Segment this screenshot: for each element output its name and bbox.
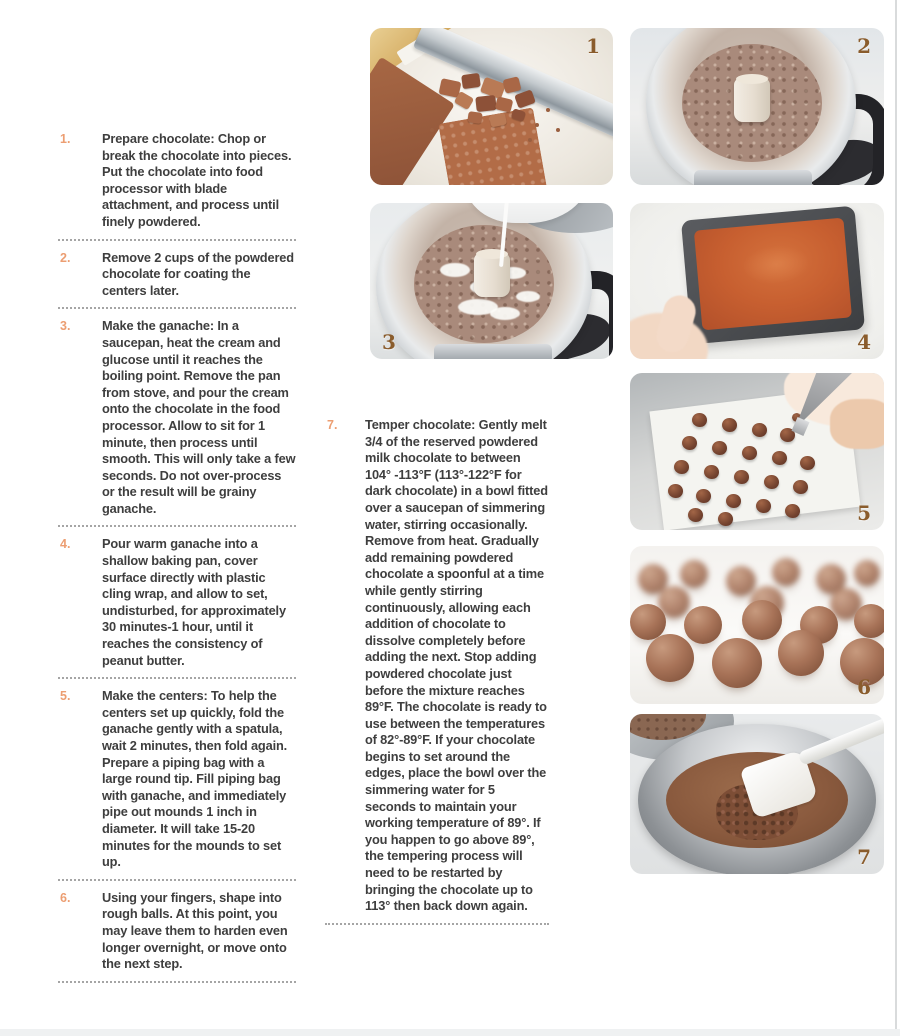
chocolate-ball [684,606,722,644]
photo-pouring-cream [370,203,613,359]
step-5-text: Make the centers: To help the centers set up quickly, fold the ganache gently with a spatula, wait 2 minutes, then fold again. Prepare a piping bag with a large round tip. Fill piping bag with ganache, and immediately pipe out mounds 1 inch in diameter. It will take 15-20 minutes for the mounds to set up. [102,688,288,870]
ganache-mound [756,499,771,513]
step-5 [58,688,296,871]
chocolate-chunk [467,111,482,124]
step-6-number: 6. [60,890,71,905]
photo-rolled-balls [630,546,884,704]
ganache-mound [696,489,711,503]
photo-ganache-pan [630,203,884,359]
processor-stand [434,344,552,359]
steps-column-left [58,131,296,992]
chocolate-crumb [556,128,560,132]
chocolate-ball [778,630,824,676]
photo-number: 5 [857,501,871,525]
photo-powdered-chocolate [630,28,884,185]
chocolate-ball [646,634,694,682]
divider [58,307,296,309]
processor-stand [694,170,812,185]
step-1 [58,131,296,231]
step-7 [325,417,549,915]
step-7-text: Temper chocolate: Gently melt 3/4 of the reserved powdered milk chocolate to between 104° -113°F (113°-122°F for dark chocolate) in a bowl fitted over a saucepan of simmering water, stirring occasionally. Remove from heat. Gradually add remaining powdered chocolate a spoonful at a time while gently stirring continuously, allowing each addition of chocolate to dissolve completely before adding the next. Stop adding powdered chocolate just before the mixture reaches 89°F. The chocolate is ready to use between the temperatures of 82°-89°F. If your chocolate begins to set around the edges, place the bowl over the simmering water for 5 seconds to maintain your working temperature of 89°. If you happen to go above 89°, the tempering process will need to be restarted by bringing the chocolate up to 113° then back down again. [365,417,548,914]
chocolate-crumb [430,128,434,132]
baking-pan [681,206,865,345]
photo-number: 7 [857,845,871,869]
step-5-number: 5. [60,689,71,704]
step-2-number: 2. [60,250,71,265]
chocolate-ball [712,638,762,688]
step-1-number: 1. [60,132,71,146]
step-6-text: Using your fingers, shape into rough balls. At this point, you may leave them to harden even longer overnight, or move onto the next step. [102,889,288,972]
ganache-mound [785,504,800,518]
ganache-mound [692,413,707,427]
chocolate-ball [742,600,782,640]
divider [58,879,296,881]
ganache-mound [718,512,733,526]
chocolate-slab-left [370,57,455,185]
divider [58,239,296,241]
step-3 [58,318,296,517]
step-4 [58,536,296,669]
ganache-mound [793,480,808,494]
ganache-mound [742,446,757,460]
divider [58,981,296,983]
cream-patch [440,263,470,277]
ganache-mound [734,470,749,484]
chocolate-crumb [528,138,532,142]
step-1-text: Prepare chocolate: Chop or break the chocolate into pieces. Put the chocolate into food processor with blade attachment, and process until finely powdered. [102,131,292,229]
chocolate-chunk [461,73,481,89]
divider [58,525,296,527]
step-3-number: 3. [60,319,71,334]
step-3-text: Make the ganache: In a saucepan, heat the cream and glucose until it reaches the boiling point. Remove the pan from stove, and pour the cream onto the chocolate in the food processor. Allow to sit for 1 minute, then process until smooth. This will only take a few seconds. Do not over-process or the result will be grainy ganache. [102,318,296,516]
step-2 [58,250,296,300]
divider [58,677,296,679]
cream-patch [490,307,520,320]
ganache-mound [772,451,787,465]
step-4-number: 4. [60,537,71,552]
ganache-mound [682,436,697,450]
ganache-mound [688,508,703,522]
ganache-mound [722,418,737,432]
chocolate-chunk [495,96,514,112]
step-6 [58,890,296,973]
chocolate-ball [854,604,884,638]
photo-chopped-chocolate [370,28,613,185]
steps-column-middle [325,417,549,934]
photo-tempering-bowl [630,714,884,874]
page-bottom-strip [0,1029,900,1036]
processor-pusher [474,253,510,297]
step-2-text: Remove 2 cups of the powdered chocolate for coating the centers later. [102,249,294,298]
divider [325,923,549,925]
ganache-mound [800,456,815,470]
step-7-number: 7. [327,418,338,432]
step-4-text: Pour warm ganache into a shallow baking pan, cover surface directly with plastic cling wrap, and allow to set, undisturbed, for approximately 30 minutes-1 hour, until it reaches the consistency of peanut butter. [102,536,286,668]
chocolate-chunk [475,95,496,112]
processor-pusher [734,78,770,122]
forearm [830,399,884,449]
ganache-mound [726,494,741,508]
photo-number: 1 [586,34,600,58]
ganache-mound [712,441,727,455]
photo-number: 6 [857,675,871,699]
photo-number: 3 [382,330,396,354]
ganache-surface [694,218,852,331]
ganache-mound [752,423,767,437]
page-edge-line [895,0,897,1036]
chocolate-crumb [546,108,550,112]
ganache-mound [668,484,683,498]
ganache-mound [704,465,719,479]
ganache-mound [674,460,689,474]
cream-patch [516,291,540,302]
photo-number: 4 [857,330,871,354]
chocolate-crumb [535,123,539,127]
ganache-mound [764,475,779,489]
photo-number: 2 [857,34,871,58]
photo-piping-mounds [630,373,884,530]
